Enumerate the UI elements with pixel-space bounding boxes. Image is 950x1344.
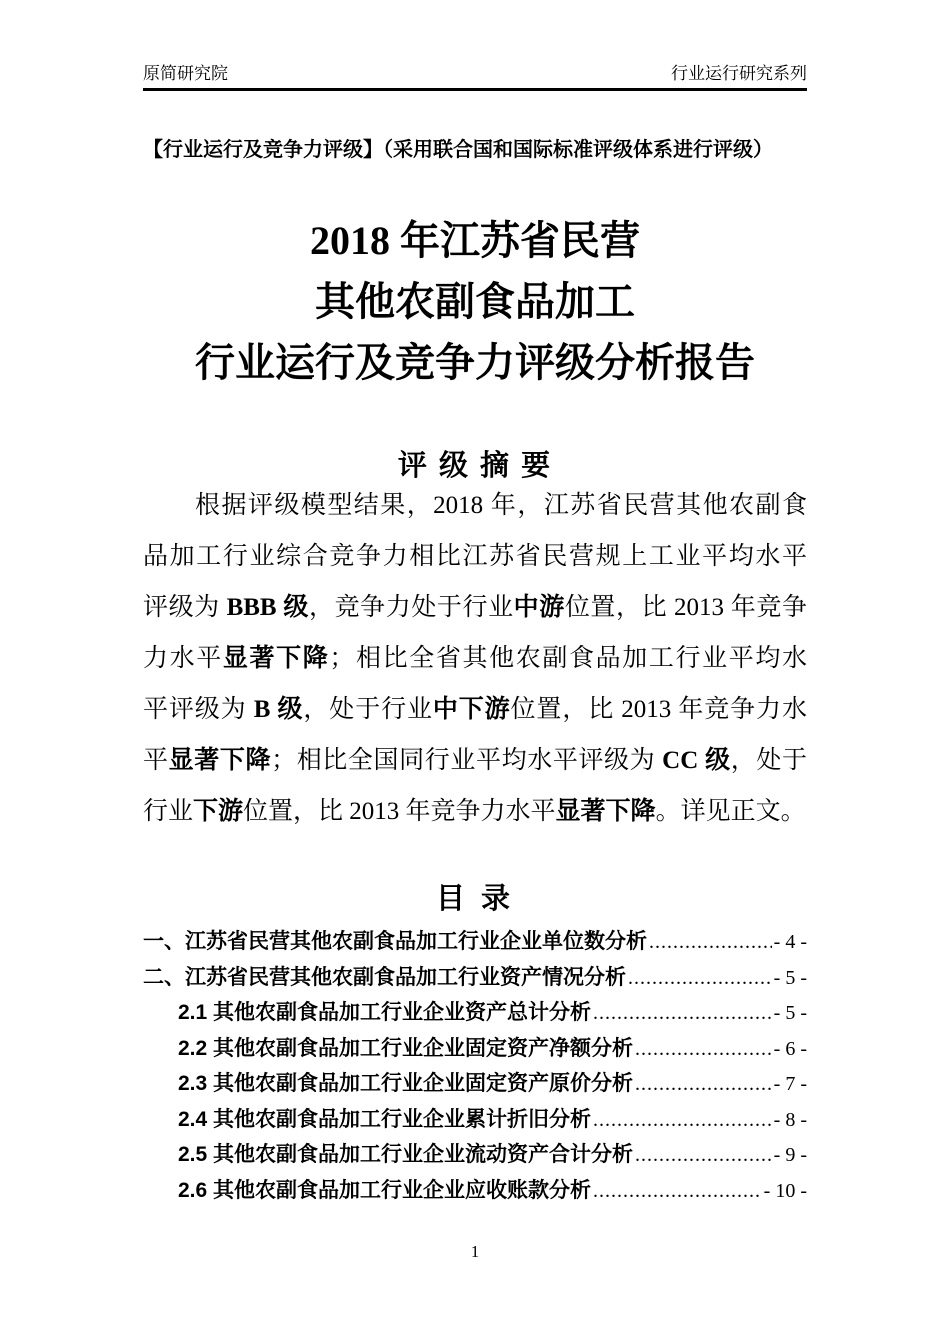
summary-bold-text: 下游 xyxy=(193,798,244,825)
summary-bold-text: B 级 xyxy=(253,696,304,723)
summary-text: 位置，比 2013 年竞争 xyxy=(564,594,807,621)
summary-text: 评级为 xyxy=(143,594,227,621)
summary-line xyxy=(143,531,807,582)
summary-paragraph xyxy=(143,480,807,837)
header-left-text: 原简研究院 xyxy=(143,64,228,83)
toc-leader-dots xyxy=(635,1067,772,1103)
summary-bold-text: CC 级 xyxy=(662,747,731,774)
toc-entry-label: 2.2 其他农副食品加工行业企业固定资产净额分析 xyxy=(178,1036,634,1060)
toc-entry-label: 一、江苏省民营其他农副食品加工行业企业单位数分析 xyxy=(143,930,647,953)
toc-page-number: - 6 - xyxy=(773,1037,807,1060)
report-title-line-3: 行业运行及竞争力评级分析报告 xyxy=(195,340,755,385)
summary-text: 根据评级模型结果，2018 年，江苏省民营其他农副食 xyxy=(195,492,807,519)
summary-line xyxy=(143,786,807,837)
toc-entry[interactable] xyxy=(143,1102,807,1138)
toc-entry[interactable] xyxy=(143,1173,807,1209)
toc-leader-dots xyxy=(593,996,772,1032)
toc-page-number: - 7 - xyxy=(773,1073,807,1095)
summary-line xyxy=(143,633,807,684)
toc-page-number: - 8 - xyxy=(773,1108,807,1131)
summary-text: 力水平 xyxy=(143,645,223,672)
toc-entry-label: 二、江苏省民营其他农副食品加工行业资产情况分析 xyxy=(143,965,626,989)
toc-page-number: - 10 - xyxy=(763,1179,807,1202)
toc-leader-dots xyxy=(635,1032,772,1068)
toc-page-number: - 5 - xyxy=(773,966,807,989)
toc-page-number: - 9 - xyxy=(773,1144,807,1166)
toc-leader-dots xyxy=(593,1174,762,1210)
header-right-text: 行业运行研究系列 xyxy=(671,64,807,83)
summary-text: 平评级为 xyxy=(143,696,254,723)
summary-text: 平 xyxy=(143,747,169,774)
toc-entry-label: 2.6 其他农副食品加工行业企业应收账款分析 xyxy=(178,1178,592,1202)
page-number: 1 xyxy=(470,1242,480,1261)
toc-entry[interactable] xyxy=(143,1066,807,1102)
summary-text: ；相比全省其他农副食品加工行业平均水 xyxy=(329,645,807,672)
summary-text: ；相比全国同行业平均水平评级为 xyxy=(271,747,663,774)
summary-bold-text: 显著下降 xyxy=(555,798,656,825)
toc-leader-dots xyxy=(593,1103,772,1139)
toc-entry-label: 2.4 其他农副食品加工行业企业累计折旧分析 xyxy=(178,1107,592,1131)
toc-leader-dots xyxy=(635,1138,772,1174)
toc-entry[interactable] xyxy=(143,1031,807,1067)
summary-text: ，处于 xyxy=(730,747,807,774)
summary-line xyxy=(143,735,807,786)
report-title-line-2: 其他农副食品加工 xyxy=(315,279,635,324)
summary-bold-text: 显著下降 xyxy=(168,747,272,774)
toc-entry-label: 2.5 其他农副食品加工行业企业流动资产合计分析 xyxy=(178,1143,634,1166)
summary-text: 。详见正文。 xyxy=(655,798,806,825)
summary-bold-text: 中下游 xyxy=(432,696,511,723)
summary-text: 位置，比 2013 年竞争力水 xyxy=(510,696,807,723)
toc-entry[interactable] xyxy=(143,1137,807,1173)
summary-bold-text: 显著下降 xyxy=(222,645,330,672)
toc-entry[interactable] xyxy=(143,995,807,1031)
toc-leader-dots xyxy=(628,961,772,997)
summary-line xyxy=(143,480,807,531)
toc-entry-label: 2.1 其他农副食品加工行业企业资产总计分析 xyxy=(178,1001,592,1024)
summary-text: 行业 xyxy=(143,798,194,825)
summary-text: ，处于行业 xyxy=(303,696,433,723)
report-title xyxy=(0,210,950,393)
summary-text: 品加工行业综合竞争力相比江苏省民营规上工业平均水平 xyxy=(143,543,807,570)
summary-text: 位置，比 2013 年竞争力水平 xyxy=(243,798,556,825)
toc-entry-label: 2.3 其他农副食品加工行业企业固定资产原价分析 xyxy=(178,1072,634,1095)
summary-bold-text: BBB 级 xyxy=(226,594,310,621)
toc-entry[interactable] xyxy=(143,924,807,960)
summary-bold-text: 中游 xyxy=(513,594,565,621)
rating-note-line: 【行业运行及竞争力评级】（采用联合国和国际标准评级体系进行评级） xyxy=(143,139,773,161)
toc-list xyxy=(143,924,807,1208)
toc-heading: 目 录 xyxy=(435,883,515,915)
summary-heading: 评 级 摘 要 xyxy=(397,450,553,482)
toc-leader-dots xyxy=(649,925,772,961)
running-header xyxy=(143,64,807,91)
toc-page-number: - 4 - xyxy=(773,931,807,953)
summary-line xyxy=(143,684,807,735)
toc-page-number: - 5 - xyxy=(773,1002,807,1024)
report-title-line-1: 2018 年江苏省民营 xyxy=(310,218,640,263)
summary-text: ，竞争力处于行业 xyxy=(309,594,514,621)
toc-entry[interactable] xyxy=(143,960,807,996)
summary-line xyxy=(143,582,807,633)
